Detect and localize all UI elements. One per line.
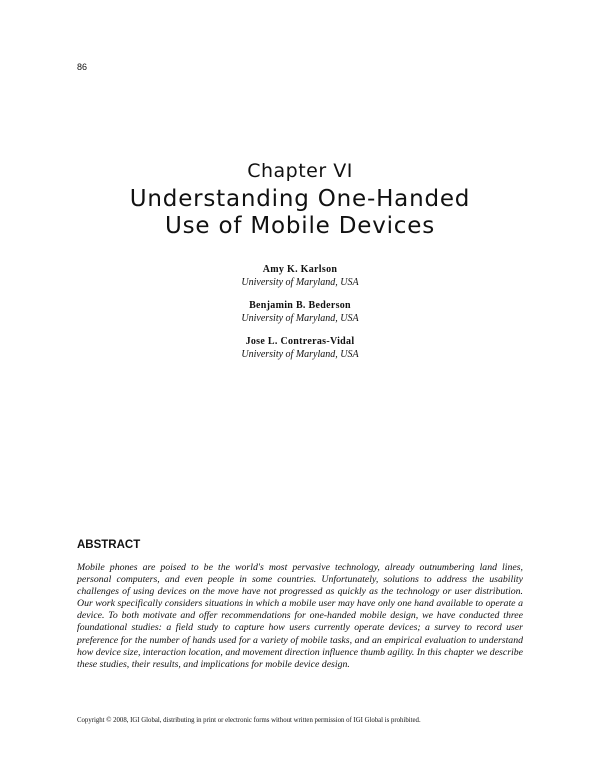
- author-block: [0, 335, 600, 361]
- author-block: [0, 263, 600, 289]
- copyright-notice: Copyright © 2008, IGI Global, distributing in print or electronic forms without written permission of IGI Global is prohibited.: [77, 717, 421, 724]
- author-affiliation: University of Maryland, USA: [241, 277, 359, 288]
- author-name: Jose L. Contreras-Vidal: [245, 336, 355, 347]
- author-name: Amy K. Karlson: [262, 264, 338, 275]
- chapter-title: [0, 186, 600, 240]
- author-list: [0, 263, 600, 371]
- chapter-title-line-2: Use of Mobile Devices: [165, 213, 435, 239]
- abstract-heading: ABSTRACT: [77, 539, 141, 551]
- page-number: 86: [77, 62, 88, 72]
- chapter-title-line-1: Understanding One-Handed: [129, 186, 471, 212]
- author-affiliation: University of Maryland, USA: [241, 313, 359, 324]
- abstract-body: Mobile phones are poised to be the world's most pervasive technology, already outnumbering land lines, personal computers, and even people in some countries. Unfortunately, solutions to address the usability challenges of using devices on the move have not progressed as quickly as the technology or user distribution. Our work specifically considers situations in which a mobile user may have only one hand available to operate a device. To both motivate and offer recommendations for one-handed mobile design, we have conducted three foundational studies: a field study to capture how users currently operate devices; a survey to record user preference for the number of hands used for a variety of mobile tasks, and an empirical evaluation to understand how device size, interaction location, and movement direction influence thumb agility. In this chapter we describe these studies, their results, and implications for mobile device design.: [77, 562, 523, 670]
- author-block: [0, 299, 600, 325]
- author-affiliation: University of Maryland, USA: [241, 349, 359, 360]
- chapter-label: Chapter VI: [247, 160, 353, 182]
- author-name: Benjamin B. Bederson: [249, 300, 351, 311]
